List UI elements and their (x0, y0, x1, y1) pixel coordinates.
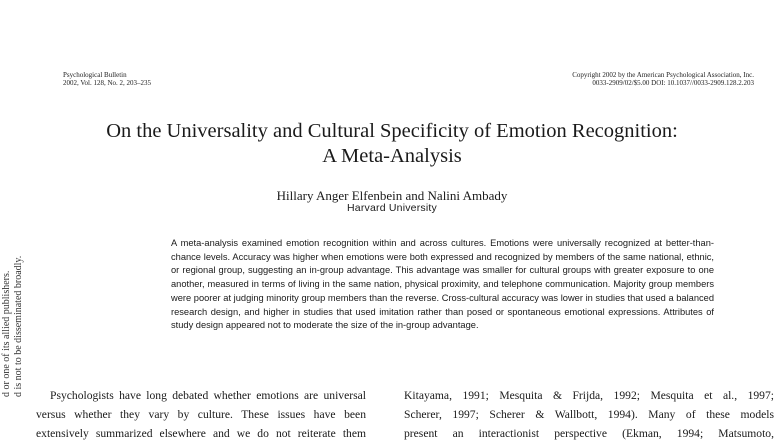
title-line-1: On the Universality and Cultural Specificity of Emotion Recognition: (106, 120, 678, 142)
authors: Hillary Anger Elfenbein and Nalini Ambady (276, 188, 508, 203)
volume-line: 2002, Vol. 128, No. 2, 203–235 (63, 78, 152, 87)
side-notice-line-2: d is not to be disseminated broadly. (13, 255, 24, 397)
copyright-line: Copyright 2002 by the American Psychological Association, Inc. (572, 71, 754, 79)
body-line: Kitayama, 1991; Mesquita & Frijda, 1992; Mesquita et al., 1997; (404, 389, 774, 402)
title-line-2: A Meta-Analysis (322, 145, 462, 167)
copyright-header (572, 72, 754, 87)
journal-name: Psychological Bulletin (63, 71, 127, 79)
journal-header (63, 72, 151, 87)
abstract: A meta-analysis examined emotion recognition within and across cultures. Emotions were universally recognized at better-than-chance levels. Accuracy was higher when emotions were both expressed and recognized by members of the same national, ethnic, or regional group, suggesting an in-group advantage. This advantage was smaller for cultural groups with greater exposure to one another, measured in terms of living in the same nation, physical proximity, and telephone communication. Majority group members were poorer at judging minority group members than the reverse. Cross-cultural accuracy was lower in studies that used a balanced research design, and higher in studies that used imitation rather than posed or spontaneous emotional expressions. Attributes of study design appeared not to moderate the size of the in-group advantage. (171, 238, 714, 331)
side-notice-line-1: d or one of its allied publishers. (1, 270, 12, 397)
body-line: versus whether they vary by culture. These issues have been (36, 408, 366, 421)
body-line: Scherer, 1997; Scherer & Wallbott, 1994). Many of these models (404, 408, 774, 421)
side-copyright-notice (0, 0, 30, 441)
body-column-right (404, 386, 774, 443)
body-line: present an interactionist perspective (Ekman, 1994; Matsumoto, (404, 427, 774, 440)
body-line: Psychologists have long debated whether emotions are universal (50, 389, 366, 402)
affiliation: Harvard University (347, 202, 437, 214)
body-column-left (36, 386, 366, 443)
doi-line: 0033-2909/02/$5.00 DOI: 10.1037//0033-2909.128.2.203 (592, 78, 754, 87)
body-line: extensively summarized elsewhere and we do not reiterate them (36, 427, 366, 440)
paper-title (0, 119, 784, 169)
